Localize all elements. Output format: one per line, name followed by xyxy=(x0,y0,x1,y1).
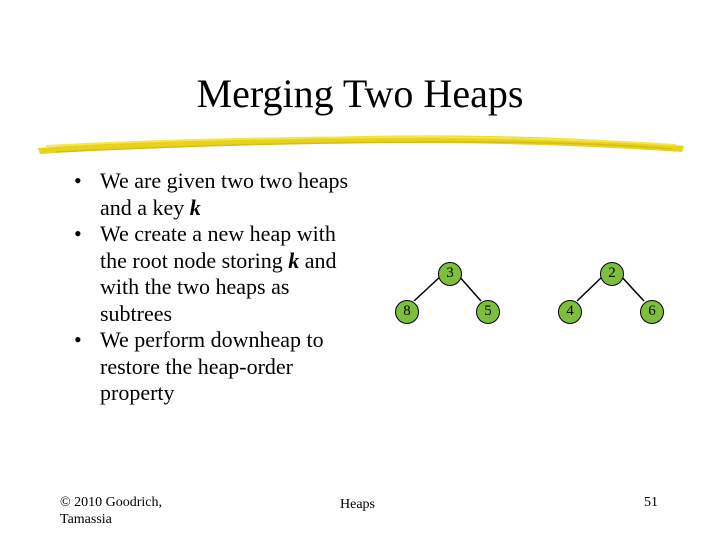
edge-2-6 xyxy=(620,275,644,301)
bullet-item xyxy=(74,168,364,221)
heap-node-8: 8 xyxy=(395,300,419,324)
footer-topic: Heaps xyxy=(340,497,375,512)
edge-3-8 xyxy=(414,275,442,301)
bullet-dot: • xyxy=(74,327,82,352)
bullet-dot: • xyxy=(74,168,82,193)
slide-title: Merging Two Heaps xyxy=(196,71,524,116)
edge-3-5 xyxy=(458,275,481,301)
heap-node-5: 5 xyxy=(476,300,500,324)
bullet-text-cont: and with the two heaps as subtrees xyxy=(100,247,337,326)
heap-node-2: 2 xyxy=(600,262,624,286)
heap-diagram xyxy=(380,250,680,340)
tree-edges xyxy=(380,250,680,340)
footer-copyright: © 2010 Goodrich, Tamassia xyxy=(60,495,163,527)
bullet-key: k xyxy=(288,247,300,273)
bullet-dot: • xyxy=(74,221,82,246)
heap-node-4: 4 xyxy=(558,300,582,324)
bullet-key: k xyxy=(189,194,201,220)
bullet-list xyxy=(74,168,364,407)
edge-2-4 xyxy=(577,275,604,301)
bullet-item xyxy=(74,221,364,327)
bullet-item xyxy=(74,327,364,407)
bullet-text: We are given two two heaps and a key xyxy=(100,168,349,220)
page-number: 51 xyxy=(644,495,658,510)
heap-node-6: 6 xyxy=(640,300,664,324)
bullet-text: We perform downheap to restore the heap-order property xyxy=(100,327,324,405)
title-underline xyxy=(36,130,686,160)
heap-node-3: 3 xyxy=(438,262,462,286)
bullet-text: We create a new heap with the root node storing xyxy=(100,221,336,273)
